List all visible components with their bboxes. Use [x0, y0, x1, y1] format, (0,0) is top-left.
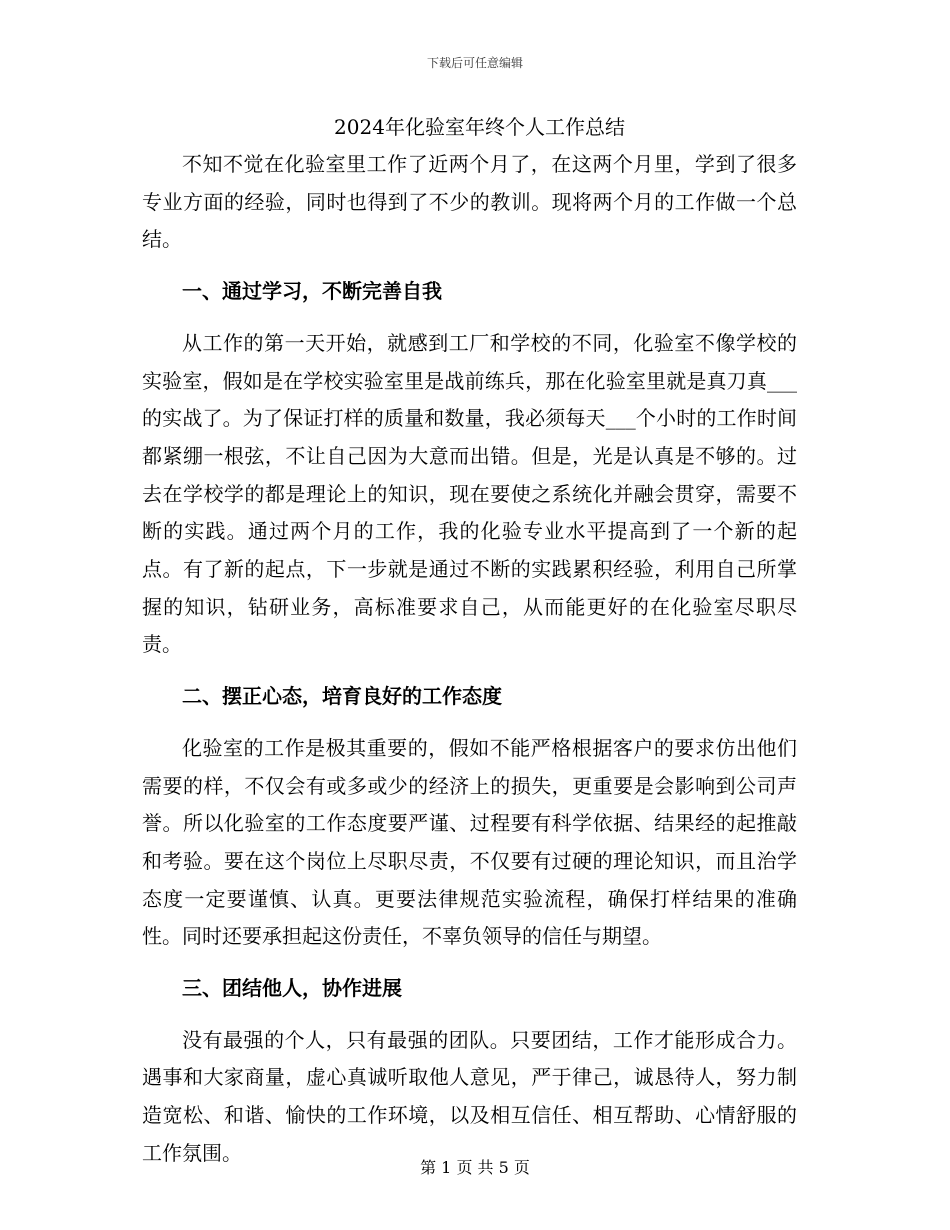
- section-spacer: [142, 716, 797, 730]
- section-body-2: 化验室的工作是极其重要的，假如不能严格根据客户的要求仿出他们需要的样，不仅会有或多或少的经济上的损失，更重要是会影响到公司声誉。所以化验室的工作态度要严谨、过程要有科学依据、结果经的起推敲和考验。要在这个岗位上尽职尽责，不仅要有过硬的理论知识，而且治学态度一定要谨慎、认真。更要法律规范实验流程，确保打样结果的准确性。同时还要承担起这份责任，不辜负领导的信任与期望。: [142, 735, 797, 949]
- section-heading-2: 二、摆正心态，培育良好的工作态度: [182, 684, 502, 709]
- section-spacer: [142, 664, 797, 678]
- document-content: [142, 112, 797, 1173]
- section-spacer: [142, 259, 797, 273]
- section-spacer: [142, 1008, 797, 1022]
- header-note: 下载后可任意编辑: [426, 56, 523, 70]
- section-spacer: [142, 956, 797, 970]
- section-body-1: 从工作的第一天开始，就感到工厂和学校的不同，化验室不像学校的实验室，假如是在学校实验室里是战前练兵，那在化验室里就是真刀真___的实战了。为了保证打样的质量和数量，我必须每天___个小时的工作时间都紧绷一根弦，不让自己因为大意而出错。但是，光是认真是不够的。过去在学校学的都是理论上的知识，现在要使之系统化并融会贯穿，需要不断的实践。通过两个月的工作，我的化验专业水平提高到了一个新的起点。有了新的起点，下一步就是通过不断的实践累积经验，利用自己所掌握的知识，钻研业务，高标准要求自己，从而能更好的在化验室尽职尽责。: [142, 330, 797, 657]
- intro-paragraph: 不知不觉在化验室里工作了近两个月了，在这两个月里，学到了很多专业方面的经验，同时也得到了不少的教训。现将两个月的工作做一个总结。: [142, 152, 797, 252]
- document-title: 2024年化验室年终个人工作总结: [334, 115, 625, 139]
- section-body-3: 没有最强的个人，只有最强的团队。只要团结，工作才能形成合力。遇事和大家商量，虚心真诚听取他人意见，严于律己，诚恳待人，努力制造宽松、和谐、愉快的工作环境，以及相互信任、相互帮助、心情舒服的工作氛围。: [142, 1027, 797, 1165]
- page-number-footer: 第 1 页 共 5 页: [420, 1158, 530, 1177]
- section-heading-1: 一、通过学习，不断完善自我: [182, 279, 442, 304]
- section-spacer: [142, 311, 797, 325]
- section-heading-3: 三、团结他人，协作进展: [182, 976, 402, 1001]
